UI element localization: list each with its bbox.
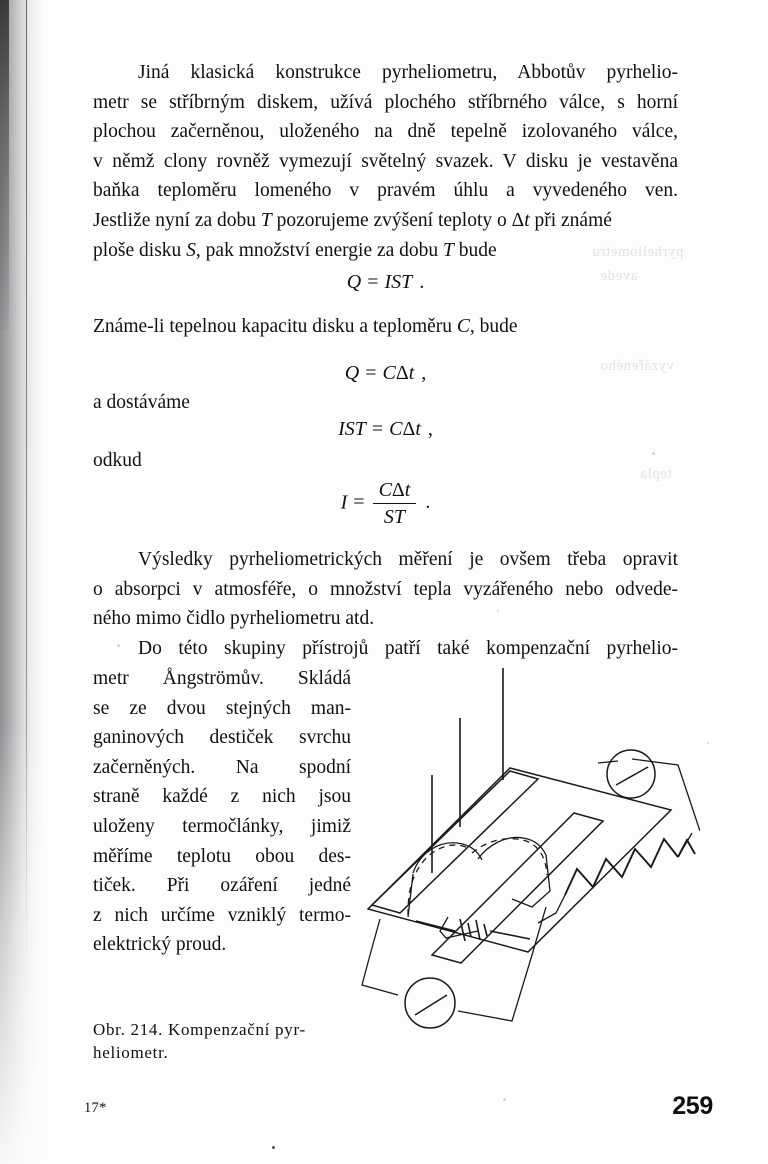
equation-lhs: Q xyxy=(346,271,362,293)
showthrough-text: tepla xyxy=(640,466,672,482)
scan-speck xyxy=(503,1098,506,1101)
text-line: plochou začerněnou, uloženého na dně tepelně izolovaného válce, xyxy=(93,121,678,143)
text-fragment: Známe-li tepelnou kapacitu disku a teploměru xyxy=(93,316,457,337)
equation-lhs: I xyxy=(340,491,348,514)
math-variable-t: t xyxy=(524,209,530,231)
equation-rhs-t: t xyxy=(408,362,415,384)
text-line: začerněných. Na spodní xyxy=(93,756,351,778)
math-variable-S: S xyxy=(186,239,196,261)
figure-kompenzacni-pyrheliometr xyxy=(360,655,700,1055)
text-line: metr Ångströmův. Skládá xyxy=(93,668,351,689)
equation-Q-equals-CdeltaT xyxy=(93,362,678,385)
math-variable-T: T xyxy=(443,239,454,261)
binding-gutter-shadow xyxy=(0,0,42,1164)
equation-lhs: IST xyxy=(338,418,366,440)
text-fragment: pozorujeme zvýšení teploty o xyxy=(271,209,512,231)
math-variable-T: T xyxy=(260,209,272,231)
equation-operator: = xyxy=(371,418,384,440)
paragraph-2 xyxy=(93,545,678,634)
equation-rhs-delta: Δ xyxy=(402,418,416,440)
signature-mark: 17* xyxy=(84,1100,107,1116)
text-fragment: ploše disku xyxy=(93,239,187,261)
equation-operator: = xyxy=(365,362,377,384)
math-variable-C: C xyxy=(456,316,470,337)
caption-line: heliometr. xyxy=(93,1043,169,1062)
text-line: měříme teplotu obou des- xyxy=(93,845,351,867)
showthrough-text: vyzářeného xyxy=(600,358,675,374)
equation-punctuation: , xyxy=(427,418,433,440)
text-fragment: při známé xyxy=(529,209,612,231)
paragraph-1-text xyxy=(93,58,678,265)
caption-line: Obr. 214. Kompenzační pyr- xyxy=(93,1020,306,1039)
numerator-C: C xyxy=(378,479,392,501)
text-line: Výsledky pyrheliometrických měření je ovšem třeba opravit xyxy=(138,549,678,570)
scan-speck xyxy=(652,452,655,455)
base-parallelogram xyxy=(368,768,671,952)
math-delta: Δ xyxy=(511,209,525,231)
line-a-dostavame: a dostáváme xyxy=(93,392,190,413)
text-fragment: Jestliže nyní za dobu xyxy=(93,209,261,231)
text-line: o absorpci v atmosféře, o množství tepla vyzářeného nebo odvede- xyxy=(93,578,678,600)
equation-rhs-C: C xyxy=(389,418,403,440)
scan-edge-dark xyxy=(0,0,9,330)
equation-punctuation: . xyxy=(425,491,431,514)
text-line: uloženy termočlánky, jimiž xyxy=(93,815,351,837)
numerator-delta: Δ xyxy=(391,479,405,501)
scan-speck xyxy=(272,1146,275,1149)
equation-punctuation: . xyxy=(419,271,425,293)
text-line: tiček. Při ozáření jedné xyxy=(93,875,351,897)
equation-rhs-delta: Δ xyxy=(395,362,409,384)
galvanometer-lower xyxy=(405,978,455,1028)
text-fragment: bude xyxy=(453,239,497,261)
line-odkud: odkud xyxy=(93,450,142,471)
paragraph-2-text xyxy=(93,545,678,634)
text-line-with-math xyxy=(93,236,678,266)
binding-gutter-fade xyxy=(0,0,42,1164)
equation-rhs: IST xyxy=(384,271,413,293)
thermocouple-wires xyxy=(413,837,546,873)
rheostat-zigzag xyxy=(565,839,695,895)
manganin-plate-right xyxy=(432,813,603,963)
equation-I-equals-CdeltaT-over-ST xyxy=(93,478,678,530)
text-line: metr se stříbrným diskem, užívá plochého stříbrného válce, s horní xyxy=(93,91,678,113)
showthrough-text: pyrheliometru xyxy=(592,244,684,260)
circuit-wire-lower xyxy=(362,907,546,1021)
paragraph-3-narrow-column xyxy=(93,664,351,960)
text-fragment: , bude xyxy=(469,316,518,337)
paragraph-1 xyxy=(93,58,678,265)
equation-operator: = xyxy=(367,271,379,293)
text-line: baňka teploměru lomeného v pravém úhlu a vyvedeného ven. xyxy=(93,180,678,202)
text-line: elektrický proud. xyxy=(93,934,227,956)
showthrough-text: avede xyxy=(600,268,638,284)
line-znameli xyxy=(93,316,678,338)
text-line: ganinových destiček svrchu xyxy=(93,727,351,749)
text-fragment: , pak množství energie za dobu xyxy=(195,239,444,261)
text-line: v němž clony rovněž vymezují světelný svazek. V disku je vestavěna xyxy=(93,150,678,172)
text-line: Do této skupiny přístrojů patří také kompenzační pyrhelio- xyxy=(138,638,678,659)
text-line-with-math xyxy=(93,206,678,236)
fraction-numerator xyxy=(373,478,417,504)
equation-rhs-C: C xyxy=(382,362,396,384)
binding-crease-line xyxy=(26,0,27,1010)
text-line: straně každé z nich jsou xyxy=(93,786,351,808)
figure-caption xyxy=(93,1018,355,1064)
fraction xyxy=(373,478,417,530)
equation-Q-equals-IST xyxy=(93,271,678,294)
text-line: se ze dvou stejných man- xyxy=(93,697,351,719)
text-line: Jiná klasická konstrukce pyrheliometru, Abbotův pyrhelio- xyxy=(138,62,678,83)
equation-rhs-t: t xyxy=(415,418,421,440)
fraction-denominator: ST xyxy=(383,506,406,529)
page-number: 259 xyxy=(672,1092,713,1120)
text-line: z nich určíme vzniklý termo- xyxy=(93,904,351,926)
equation-operator: = xyxy=(353,491,365,514)
manganin-plate-left xyxy=(372,771,538,913)
text-line: ného mimo čidlo pyrheliometru atd. xyxy=(93,608,375,630)
numerator-t: t xyxy=(404,479,411,501)
scan-speck xyxy=(707,742,709,744)
equation-punctuation: , xyxy=(421,362,427,384)
equation-lhs: Q xyxy=(344,362,360,384)
galvanometer-upper xyxy=(607,750,655,798)
equation-IST-equals-CdeltaT xyxy=(93,418,678,441)
